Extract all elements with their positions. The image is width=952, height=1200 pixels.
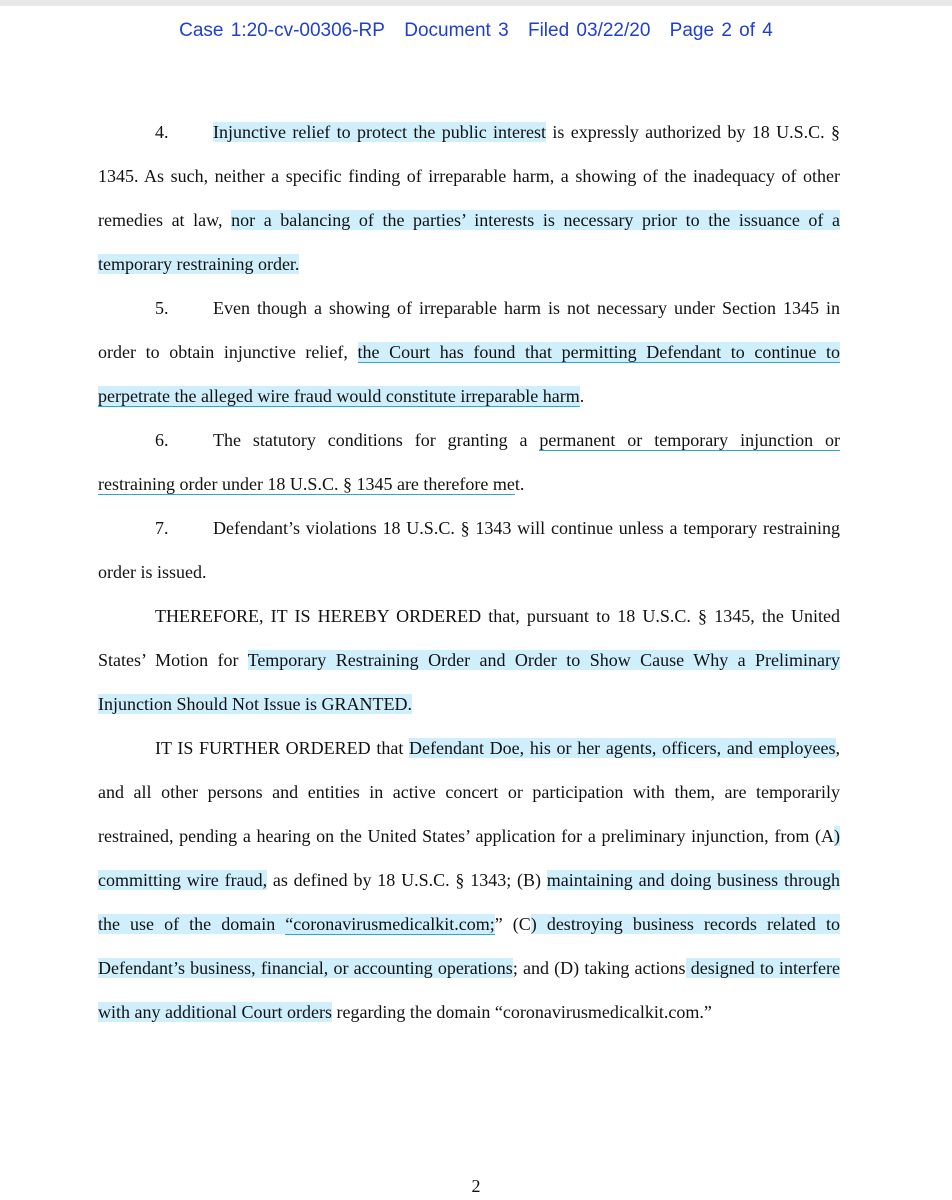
paragraph-number: 5.	[155, 298, 169, 318]
highlight: designed to interfere with any additional Court orders	[98, 958, 841, 1022]
highlight: maintaining and doing business through the use of the domain	[98, 870, 840, 934]
highlight: nor a balancing of the parties’ interests is necessary prior to the issuance of a temporary restraining order.	[98, 210, 840, 274]
highlight: Injunctive relief to protect the public interest	[213, 122, 547, 142]
ecf-header	[0, 20, 952, 42]
text: ” (C	[494, 914, 531, 934]
highlight: Temporary Restraining Order and Order to Show Cause Why a Preliminary Injunction Should Not Issue is GRANTED.	[98, 650, 840, 714]
highlight: Defendant Doe, his or her agents, officers, and employees	[409, 738, 836, 758]
top-bar	[0, 0, 952, 6]
text: , and all other persons and entities in active concert or participation with them, are temporarily restrained, pending a hearing on the United States’ application for a preliminary injunction, from (A	[98, 738, 841, 846]
text: t.	[514, 474, 525, 494]
text: THEREFORE, IT IS HEREBY ORDERED that, pursuant to 18 U.S.C. § 1345, the United States’ Motion for	[98, 606, 840, 670]
filed-date: Filed 03/22/20	[527, 20, 651, 41]
text: IT IS FURTHER ORDERED that	[155, 738, 410, 758]
text: is expressly authorized by 18 U.S.C. § 1345. As such, neither a specific finding of irreparable harm, a showing of the inadequacy of other remedies at law,	[98, 122, 840, 230]
paragraph-number: 6.	[155, 430, 169, 450]
document-body	[98, 110, 840, 1034]
paragraph-number: 7.	[155, 518, 169, 538]
highlight: ) destroying business records related to Defendant’s business, financial, or accounting operations	[98, 914, 840, 978]
text: ; and (D) taking actions	[512, 958, 686, 978]
text: The statutory conditions for granting a	[213, 430, 540, 450]
paragraph-6	[98, 418, 840, 506]
underline: permanent or temporary injunction or restraining order under 18 U.S.C. § 1345 are therefore me	[98, 430, 840, 494]
text: Even though a showing of irreparable harm is not necessary under Section 1345 in order to obtain injunctive relief,	[98, 298, 840, 362]
paragraph-5	[98, 286, 840, 418]
paragraph-therefore	[98, 594, 840, 726]
text: as defined by 18 U.S.C. § 1343; (B)	[267, 870, 547, 890]
page-indicator: Page 2 of 4	[669, 20, 773, 41]
paragraph-further	[98, 726, 840, 1034]
highlight: ) committing wire fraud,	[98, 826, 840, 890]
document-number: Document 3	[404, 20, 509, 41]
text: .	[579, 386, 585, 406]
paragraph-number: 4.	[155, 122, 169, 142]
page-number: 2	[471, 1176, 481, 1196]
highlight: the Court has found that permitting Defendant to continue to perpetrate the alleged wire fraud would constitute irreparable harm	[98, 342, 841, 406]
domain-underline: “coronavirusmedicalkit.com;	[285, 914, 495, 934]
paragraph-4	[98, 110, 840, 286]
paragraph-7	[98, 506, 840, 594]
case-number: Case 1:20-cv-00306-RP	[179, 20, 385, 41]
text: Defendant’s violations 18 U.S.C. § 1343 will continue unless a temporary restraining order is issued.	[98, 518, 840, 582]
text: regarding the domain “coronavirusmedicalkit.com.”	[331, 1002, 712, 1022]
